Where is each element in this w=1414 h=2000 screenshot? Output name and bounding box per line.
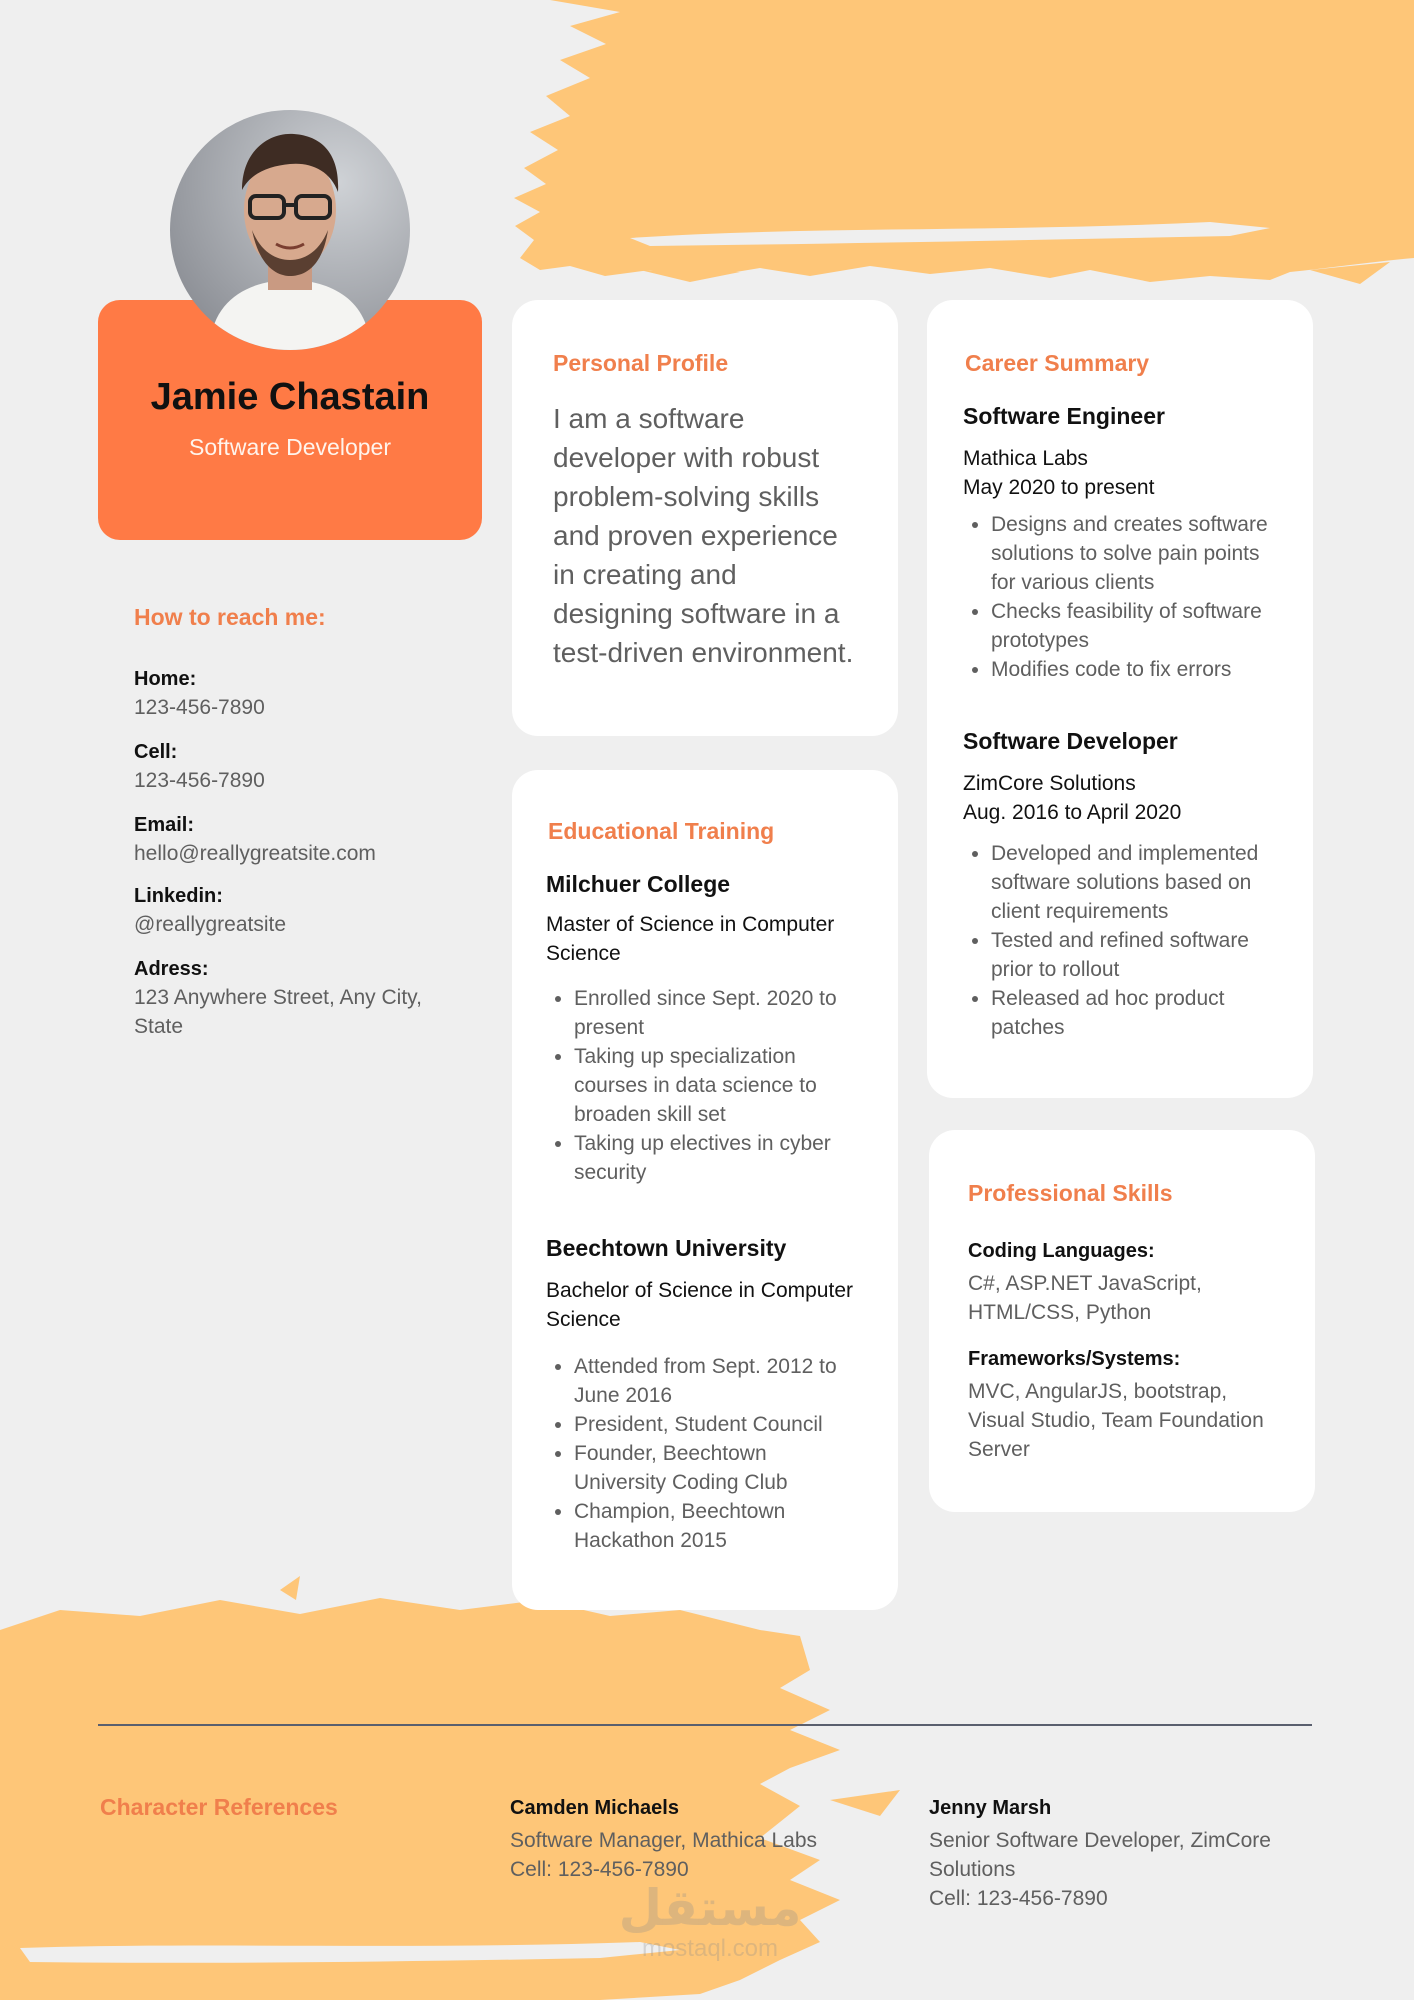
list-item: • Tested and refined software prior to rollout xyxy=(991,926,1277,984)
list-item: • Developed and implemented software solutions based on client requirements xyxy=(991,839,1277,926)
list-item: • Released ad hoc product patches xyxy=(991,984,1277,1042)
job-position: Software Engineer xyxy=(963,403,1165,429)
list-item: • President, Student Council xyxy=(574,1410,862,1439)
contact-section xyxy=(134,604,464,1041)
contact-item xyxy=(134,665,464,722)
education-school: Beechtown University xyxy=(546,1235,787,1261)
education-degree: Master of Science in Computer Science xyxy=(546,913,835,965)
job-company: ZimCore Solutions xyxy=(963,772,1136,795)
contact-label-address: Adress: xyxy=(134,958,209,980)
references-divider xyxy=(98,1724,1312,1726)
list-item: • Champion, Beechtown Hackathon 2015 xyxy=(574,1497,862,1555)
contact-item xyxy=(134,738,464,795)
contact-value-cell: 123-456-7890 xyxy=(134,769,265,792)
job-bullets xyxy=(963,839,1277,1042)
education-bullets xyxy=(546,1352,862,1555)
profile-role: Software Developer xyxy=(189,434,391,460)
contact-value-email[interactable]: hello@reallygreatsite.com xyxy=(134,842,376,865)
education-title: Educational Training xyxy=(548,818,775,844)
reference-card xyxy=(510,1794,870,1884)
reference-name: Camden Michaels xyxy=(510,1797,679,1819)
contact-title: How to reach me: xyxy=(134,604,326,630)
watermark-latin: mostaql.com xyxy=(641,1935,779,1962)
list-item: • Modifies code to fix errors xyxy=(991,655,1277,684)
education-card xyxy=(512,770,898,1610)
personal-profile-card xyxy=(512,300,898,736)
job-position: Software Developer xyxy=(963,728,1178,754)
list-item: • Founder, Beechtown University Coding Club xyxy=(574,1439,862,1497)
job-bullets xyxy=(963,510,1277,684)
contact-item xyxy=(134,882,464,939)
references-title: Character References xyxy=(100,1794,338,1820)
contact-label-cell: Cell: xyxy=(134,741,178,763)
reference-phone: Cell: 123-456-7890 xyxy=(510,1858,689,1881)
job-dates: May 2020 to present xyxy=(963,476,1155,499)
reference-role: Senior Software Developer, ZimCore Solutions xyxy=(929,1829,1271,1881)
education-school: Milchuer College xyxy=(546,871,731,897)
education-degree: Bachelor of Science in Computer Science xyxy=(546,1279,853,1331)
skill-label: Coding Languages: xyxy=(968,1240,1155,1262)
reference-name: Jenny Marsh xyxy=(929,1797,1052,1819)
career-summary-card xyxy=(927,300,1313,1098)
skills-title: Professional Skills xyxy=(968,1180,1173,1206)
contact-item xyxy=(134,811,464,868)
person-avatar-icon xyxy=(170,110,410,350)
skill-label: Frameworks/Systems: xyxy=(968,1348,1181,1370)
profile-photo xyxy=(170,110,410,350)
reference-role: Software Manager, Mathica Labs xyxy=(510,1829,818,1852)
career-job xyxy=(963,728,1277,1042)
contact-value-address: 123 Anywhere Street, Any City, State xyxy=(134,986,422,1038)
education-entry xyxy=(546,871,862,1187)
professional-skills-card xyxy=(929,1130,1315,1512)
list-item: • Enrolled since Sept. 2020 to present xyxy=(574,984,862,1042)
profile-name: Jamie Chastain xyxy=(150,376,430,418)
list-item: • Checks feasibility of software prototypes xyxy=(991,597,1277,655)
job-dates: Aug. 2016 to April 2020 xyxy=(963,801,1182,824)
contact-value-home: 123-456-7890 xyxy=(134,696,265,719)
reference-phone: Cell: 123-456-7890 xyxy=(929,1887,1108,1910)
watermark xyxy=(600,1880,820,1962)
watermark-arabic: مستقل xyxy=(618,1880,802,1936)
personal-profile-text: I am a software developer with robust problem-solving skills and proven experience in creating and designing software in a test-driven environment. xyxy=(553,403,854,668)
education-bullets xyxy=(546,984,862,1187)
skill-value: C#, ASP.NET JavaScript, HTML/CSS, Python xyxy=(968,1272,1202,1324)
career-job xyxy=(963,403,1277,684)
contact-label-email: Email: xyxy=(134,814,195,836)
contact-item xyxy=(134,955,464,1041)
list-item: • Attended from Sept. 2012 to June 2016 xyxy=(574,1352,862,1410)
career-title: Career Summary xyxy=(965,350,1150,376)
list-item: • Taking up specialization courses in data science to broaden skill set xyxy=(574,1042,862,1129)
skill-group xyxy=(968,1345,1279,1464)
contact-value-linkedin[interactable]: @reallygreatsite xyxy=(134,913,287,936)
job-company: Mathica Labs xyxy=(963,447,1088,470)
personal-profile-title: Personal Profile xyxy=(553,350,729,376)
reference-card xyxy=(929,1794,1309,1913)
contact-label-home: Home: xyxy=(134,668,197,690)
skill-value: MVC, AngularJS, bootstrap, Visual Studio, Team Foundation Server xyxy=(968,1380,1264,1461)
list-item: • Designs and creates software solutions to solve pain points for various clients xyxy=(991,510,1277,597)
education-entry xyxy=(546,1235,862,1555)
brush-stroke-top xyxy=(510,0,1414,290)
contact-label-linkedin: Linkedin: xyxy=(134,885,223,907)
list-item: • Taking up electives in cyber security xyxy=(574,1129,862,1187)
skill-group xyxy=(968,1237,1279,1327)
